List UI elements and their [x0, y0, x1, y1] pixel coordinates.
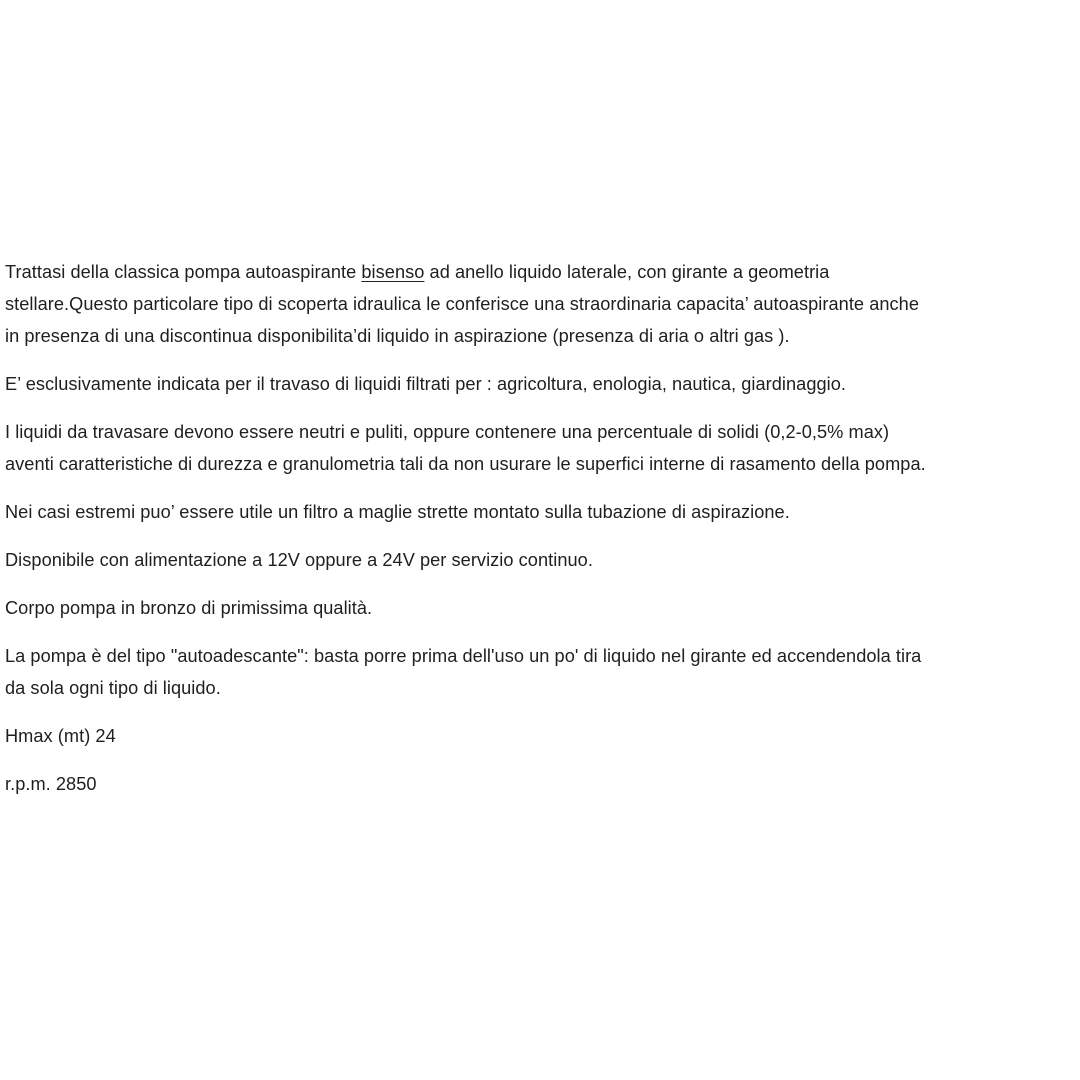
- paragraph-body-material: [5, 592, 1077, 624]
- paragraph-line: Hmax (mt) 24: [5, 726, 116, 746]
- paragraph-line: Nei casi estremi puo’ essere utile un filtro a maglie strette montato sulla tubazione di aspirazione.: [5, 502, 790, 522]
- paragraph-filter: [5, 496, 1077, 528]
- paragraph-line: I liquidi da travasare devono essere neutri e puliti, oppure contenere una percentuale di solidi (0,2-0,5% max): [5, 422, 890, 442]
- paragraph-line: La pompa è del tipo "autoadescante": basta porre prima dell'uso un po' di liquido nel girante ed accendendola tira: [5, 646, 922, 666]
- paragraph-usage: [5, 368, 1077, 400]
- paragraph-line: [5, 256, 1077, 288]
- paragraph-line: stellare.Questo particolare tipo di scoperta idraulica le conferisce una straordinaria capacita’ autoaspirante anche: [5, 294, 920, 314]
- paragraph-pump-type: [5, 256, 1077, 352]
- text-segment: ad anello liquido laterale, con girante a geometria: [424, 262, 830, 282]
- description-body: [5, 256, 1077, 816]
- bisenso-link[interactable]: bisenso: [361, 262, 425, 282]
- paragraph-line: in presenza di una discontinua disponibilita’di liquido in aspirazione (presenza di aria o altri gas ).: [5, 326, 790, 346]
- paragraph-power: [5, 544, 1077, 576]
- paragraph-line: aventi caratteristiche di durezza e granulometria tali da non usurare le superfici interne di rasamento della pompa.: [5, 454, 926, 474]
- spec-hmax: [5, 720, 1077, 752]
- paragraph-line: da sola ogni tipo di liquido.: [5, 678, 221, 698]
- paragraph-line: E’ esclusivamente indicata per il travaso di liquidi filtrati per : agricoltura, enologia, nautica, giardinaggio.: [5, 374, 847, 394]
- spec-rpm: [5, 768, 1077, 800]
- paragraph-line: Disponibile con alimentazione a 12V oppure a 24V per servizio continuo.: [5, 550, 593, 570]
- paragraph-line: r.p.m. 2850: [5, 774, 97, 794]
- paragraph-line: Corpo pompa in bronzo di primissima qualità.: [5, 598, 373, 618]
- paragraph-liquids: [5, 416, 1077, 480]
- text-segment: Trattasi della classica pompa autoaspirante: [5, 262, 362, 282]
- paragraph-self-priming: [5, 640, 1077, 704]
